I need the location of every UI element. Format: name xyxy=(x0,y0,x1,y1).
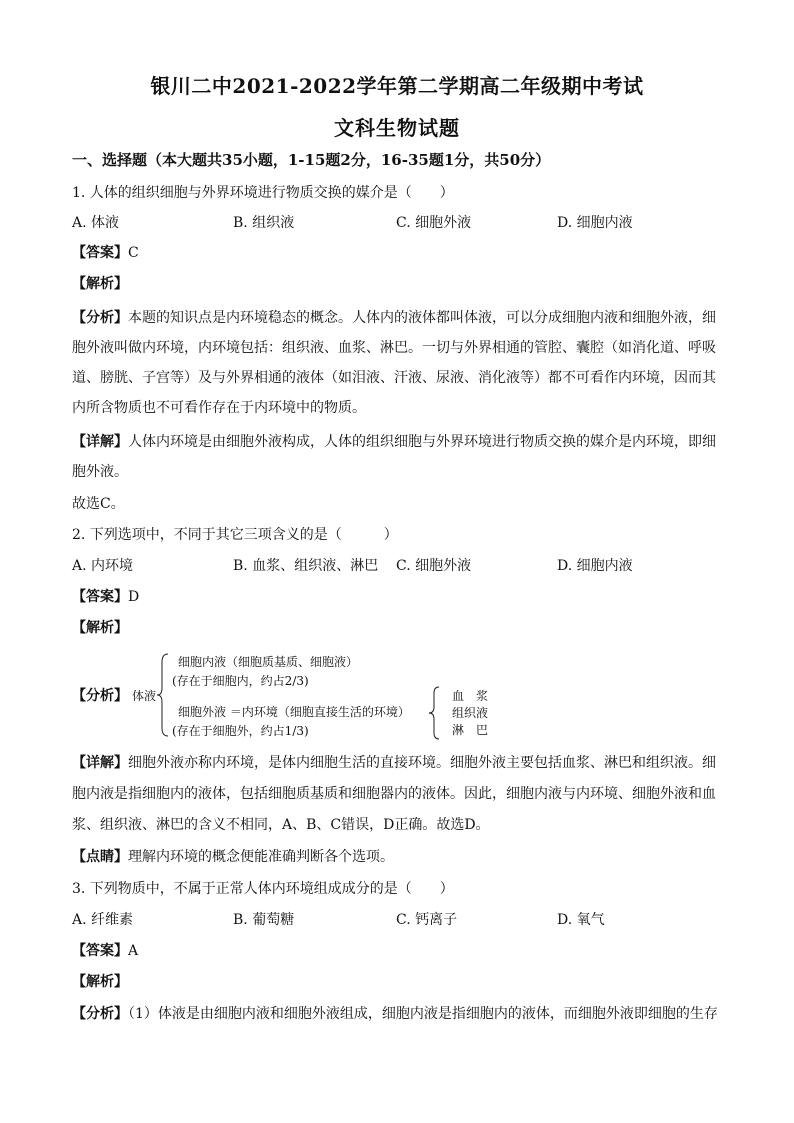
q1-analysis-label: 【解析】 xyxy=(72,276,128,292)
q1-xiangjie-text-1: 人体内环境是由细胞外液构成，人体的组织细胞与外界环境进行物质交换的媒介是内环境，即细 xyxy=(128,434,716,450)
q1-fenxi-line-2: 胞外液叫做内环境，内环境包括：组织液、血浆、淋巴。一切与外界相通的管腔、囊腔（如消化道、呼吸 xyxy=(72,340,716,356)
diagram-branch1-line1: 细胞内液（细胞质基质、细胞液） xyxy=(178,655,359,669)
diagram-branch2-line1: 细胞外液 ＝内环境（细胞直接生活的环境） xyxy=(178,705,410,719)
q1-fenxi-label: 【分析】 xyxy=(72,310,128,326)
q2-dianjing-label: 【点睛】 xyxy=(72,849,128,865)
q1-answer-label: 【答案】 xyxy=(72,245,128,261)
q1-fenxi-text-1: 本题的知识点是内环境稳态的概念。人体内的液体都叫体液，可以分成细胞内液和细胞外液，细 xyxy=(128,310,716,326)
q2-answer xyxy=(72,587,732,607)
q2-fenxi-label: 【分析】 xyxy=(72,688,128,704)
q1-answer xyxy=(72,243,732,263)
q3-option-b: B. 葡萄糖 xyxy=(233,912,295,928)
q1-xiangjie-label: 【详解】 xyxy=(72,434,128,450)
q3-option-c: C. 钙离子 xyxy=(396,912,458,928)
q1-conclusion: 故选C。 xyxy=(72,496,125,512)
diagram-leaf-plasma: 血 浆 xyxy=(452,689,489,703)
section-heading: 一、选择题（本大题共35小题，1-15题2分，16-35题1分，共50分） xyxy=(72,151,551,169)
diagram-leaf-lymph: 淋 巴 xyxy=(452,723,489,737)
diagram-root: 体液 xyxy=(132,689,157,703)
q1-option-b: B. 组织液 xyxy=(233,215,295,231)
right-brace-icon xyxy=(428,685,442,741)
q1-fenxi-line-1 xyxy=(72,308,732,328)
q1-stem: 1. 人体的组织细胞与外界环境进行物质交换的媒介是（ ） xyxy=(72,185,454,201)
q1-answer-value: C xyxy=(128,245,139,261)
q2-option-c: C. 细胞外液 xyxy=(396,558,472,574)
q3-answer-label: 【答案】 xyxy=(72,943,128,959)
q3-fenxi-line-1 xyxy=(72,1004,732,1024)
q1-xiangjie-line-2: 胞外液。 xyxy=(72,464,128,480)
q3-answer-value: A xyxy=(128,943,139,959)
q1-option-c: C. 细胞外液 xyxy=(396,215,472,231)
q3-analysis-label: 【解析】 xyxy=(72,974,128,990)
exam-subtitle: 文科生物试题 xyxy=(334,116,460,140)
q2-xiangjie-line-3: 浆、组织液、淋巴的含义不相同，A、B、C错误，D正确。故选D。 xyxy=(72,817,490,833)
q2-answer-label: 【答案】 xyxy=(72,589,128,605)
q3-option-d: D. 氧气 xyxy=(557,912,605,928)
q3-fenxi-text: （1）体液是由细胞内液和细胞外液组成，细胞内液是指细胞内的液体，而细胞外液即细胞的生存 xyxy=(128,1006,718,1022)
q2-xiangjie-text-1: 细胞外液亦称内环境，是体内细胞生活的直接环境。细胞外液主要包括血浆、淋巴和组织液。细 xyxy=(128,755,716,771)
diagram-branch1-line2: (存在于细胞内，约占2/3) xyxy=(172,674,309,688)
q3-answer xyxy=(72,941,732,961)
q3-fenxi-label: 【分析】 xyxy=(72,1006,128,1022)
q2-stem: 2. 下列选项中，不同于其它三项含义的是（ ） xyxy=(72,527,398,543)
q2-analysis-label: 【解析】 xyxy=(72,620,128,636)
q1-fenxi-line-4: 内所含物质也不可看作存在于内环境中的物质。 xyxy=(72,400,366,416)
left-brace-icon xyxy=(156,652,172,738)
q2-option-d: D. 细胞内液 xyxy=(557,558,633,574)
q1-fenxi-line-3: 道、膀胱、子宫等）及与外界相通的液体（如泪液、汗液、尿液、消化液等）都不可看作内环境，因而其 xyxy=(72,370,716,386)
body-fluid-diagram xyxy=(72,652,532,742)
q2-option-b: B. 血浆、组织液、淋巴 xyxy=(233,558,379,574)
q2-dianjing xyxy=(72,847,732,867)
q2-xiangjie-label: 【详解】 xyxy=(72,755,128,771)
diagram-leaf-tissue-fluid: 组织液 xyxy=(452,706,489,720)
q1-option-d: D. 细胞内液 xyxy=(557,215,633,231)
q1-xiangjie-line-1 xyxy=(72,432,732,452)
q3-stem: 3. 下列物质中，不属于正常人体内环境组成成分的是（ ） xyxy=(72,881,454,897)
q3-option-a: A. 纤维素 xyxy=(72,912,134,928)
exam-title: 银川二中2021-2022学年第二学期高二年级期中考试 xyxy=(150,74,644,98)
q2-xiangjie-line-1 xyxy=(72,753,732,773)
q2-option-a: A. 内环境 xyxy=(72,558,134,574)
q2-answer-value: D xyxy=(128,589,140,605)
diagram-branch2-line2: (存在于细胞外，约占1/3) xyxy=(172,724,309,738)
q2-dianjing-text: 理解内环境的概念便能准确判断各个选项。 xyxy=(128,849,394,865)
q2-xiangjie-line-2: 胞内液是指细胞内的液体，包括细胞质基质和细胞器内的液体。因此，细胞内液与内环境、细胞外液和血 xyxy=(72,786,716,802)
q1-option-a: A. 体液 xyxy=(72,215,120,231)
